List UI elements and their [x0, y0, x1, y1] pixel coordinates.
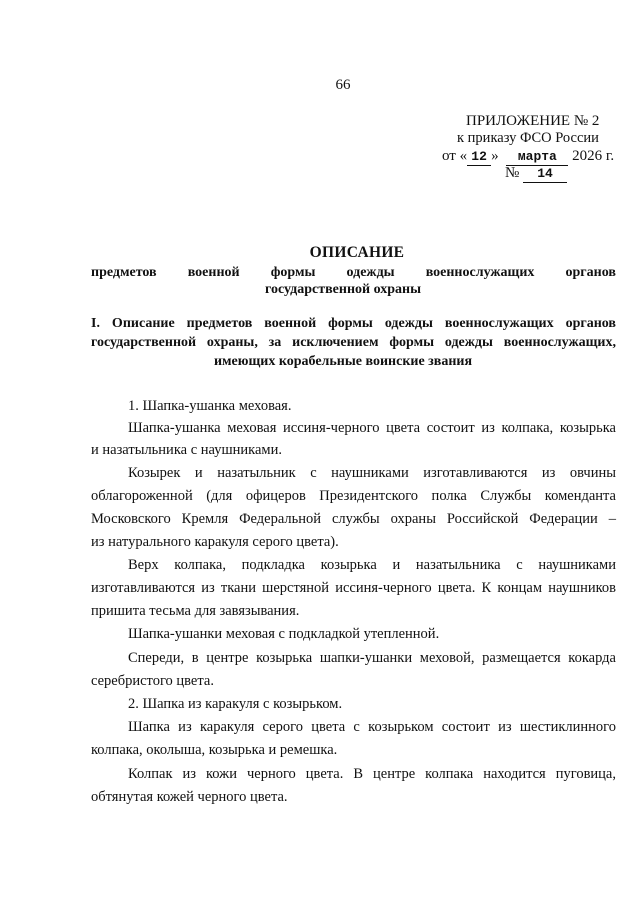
paragraph-line: колпака, околыша, козырька и ремешка.: [91, 742, 338, 758]
appendix-title: ПРИЛОЖЕНИЕ № 2: [466, 113, 600, 129]
paragraph-line: Козырек и назатыльник с наушниками изготавливаются из овчины: [128, 465, 616, 481]
paragraph-line: Шапка-ушанка меховая иссиня-черного цвета состоит из колпака, козырька: [128, 420, 616, 436]
paragraph-line: серебристого цвета.: [91, 673, 214, 689]
number-value: 14: [523, 166, 567, 183]
paragraph-line: Московского Кремля Федеральной службы охраны Российской Федерации –: [91, 511, 616, 527]
document-title: ОПИСАНИЕ: [309, 244, 405, 261]
paragraph-line: и назатыльника с наушниками.: [91, 442, 282, 458]
subtitle-word: органов: [565, 265, 616, 280]
date-month: марта: [506, 149, 568, 166]
subtitle-line-1: [91, 265, 616, 281]
date-year: 2026 г.: [572, 148, 615, 164]
item-heading: 1. Шапка-ушанка меховая.: [128, 398, 292, 414]
paragraph-line: Верх колпака, подкладка козырька и назатыльника с наушниками: [128, 557, 616, 573]
date-mid: »: [491, 148, 499, 164]
subtitle-word: военнослужащих: [425, 265, 535, 280]
subtitle-word: одежды: [346, 265, 395, 280]
subtitle-word: предметов: [91, 265, 157, 280]
date-day: 12: [467, 149, 491, 166]
appendix-number: [505, 165, 567, 183]
paragraph-line: облагороженной (для офицеров Президентского полка Службы коменданта: [91, 488, 616, 504]
subtitle-line-2: государственной охраны: [264, 282, 422, 297]
paragraph-line: пришита тесьма для завязывания.: [91, 603, 300, 619]
paragraph-line: Шапка-ушанки меховая с подкладкой утепленной.: [128, 626, 440, 642]
appendix-date: [442, 148, 614, 166]
paragraph-line: изготавливаются из ткани шерстяной иссиня-черного цвета. К концам наушников: [91, 580, 616, 596]
subtitle-word: военной: [187, 265, 240, 280]
paragraph-line: Шапка из каракуля серого цвета с козырьком состоит из шестиклинного: [128, 719, 616, 735]
item-heading: 2. Шапка из каракуля с козырьком.: [128, 696, 343, 712]
appendix-order: к приказу ФСО России: [457, 130, 599, 146]
subtitle-word: формы: [270, 265, 316, 280]
page-number: 66: [335, 77, 351, 93]
paragraph-line: Колпак из кожи черного цвета. В центре колпака находится пуговица,: [128, 766, 616, 782]
date-prefix: от «: [442, 148, 468, 164]
paragraph-line: обтянутая кожей черного цвета.: [91, 789, 288, 805]
section-heading-line: имеющих корабельные воинские звания: [213, 354, 473, 369]
section-heading-line: I. Описание предметов военной формы одежды военнослужащих органов: [91, 316, 616, 331]
section-heading-line: государственной охраны, за исключением формы одежды военнослужащих,: [91, 335, 616, 350]
number-prefix: №: [505, 165, 520, 181]
paragraph-line: Спереди, в центре козырька шапки-ушанки меховой, размещается кокарда: [128, 650, 616, 666]
paragraph-line: из натурального каракуля серого цвета).: [91, 534, 339, 550]
